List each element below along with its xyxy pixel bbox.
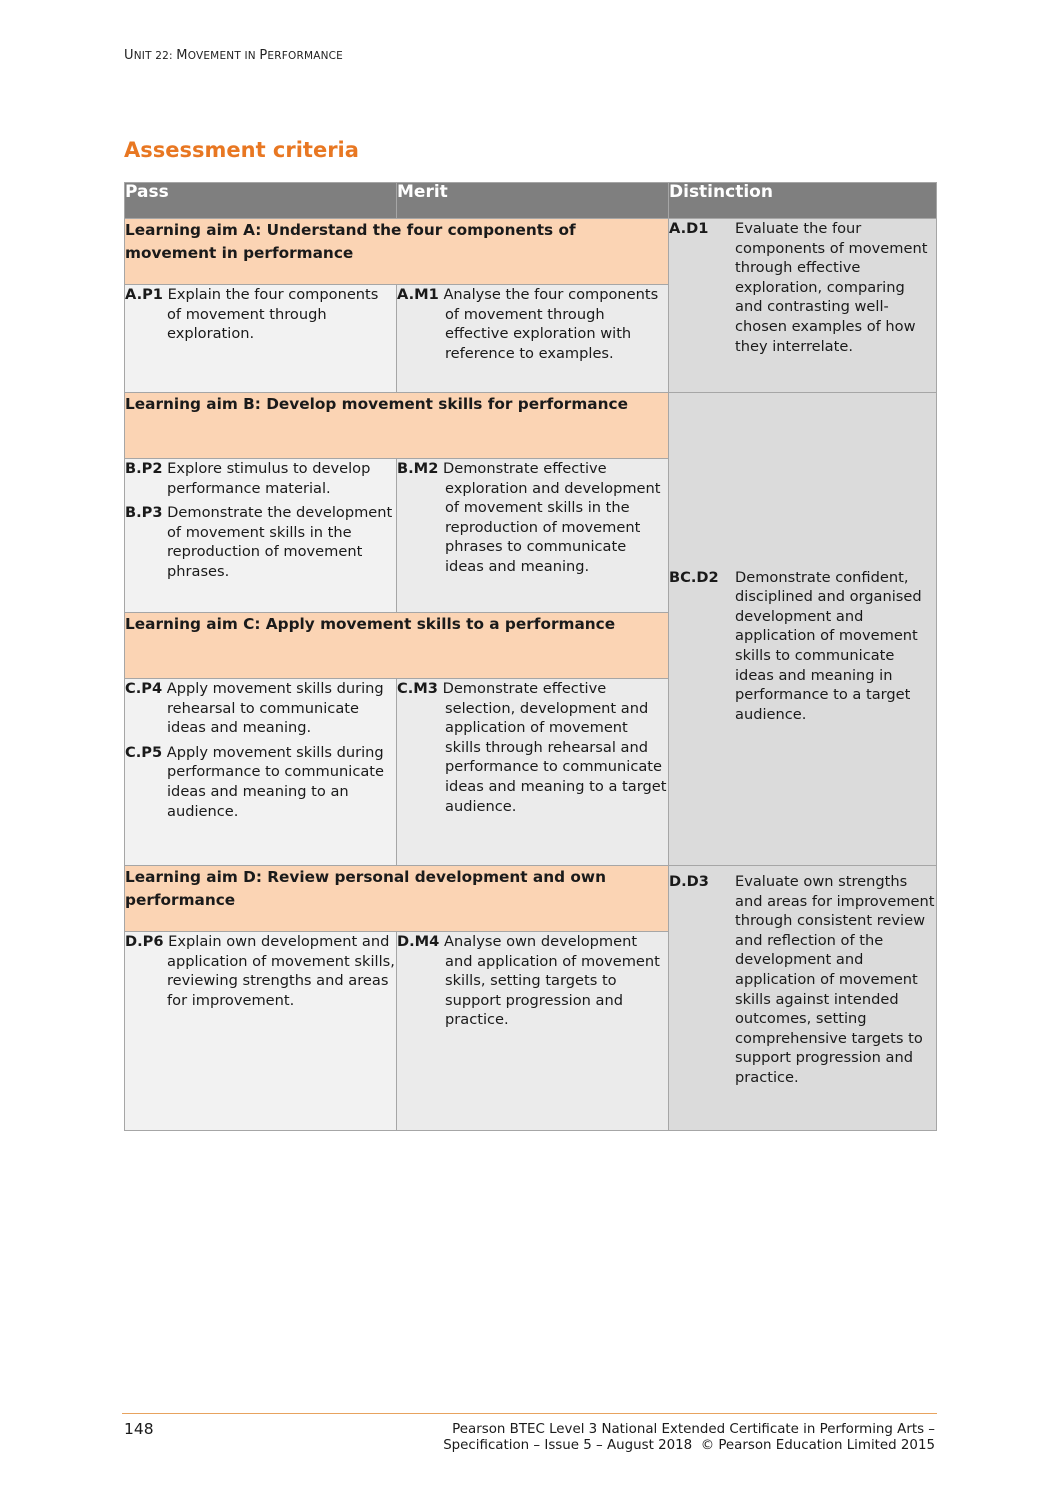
criterion-am1	[397, 285, 668, 363]
criterion-code: A.D1	[669, 220, 709, 237]
header-erformance: ERFORMANCE	[267, 50, 344, 62]
page-number: 148	[124, 1420, 154, 1438]
criterion-bm2	[397, 459, 668, 577]
aim-d-row	[125, 866, 937, 932]
distinction-d	[669, 866, 937, 1131]
criterion-cp5	[125, 743, 396, 821]
learning-aim-b: Learning aim B: Develop movement skills for performance	[125, 393, 669, 459]
criterion-cm3	[397, 679, 668, 816]
criterion-dp6	[125, 932, 396, 1010]
footer-divider	[122, 1413, 937, 1414]
table-header-row	[125, 183, 937, 219]
criterion-code: D.D3	[669, 873, 709, 890]
criterion-bcd2	[669, 568, 936, 725]
criterion-code: D.P6	[125, 933, 164, 950]
header-merit: Merit	[397, 183, 669, 219]
footer-line-2: Specification – Issue 5 – August 2018 © Pearson Education Limited 2015	[443, 1438, 935, 1453]
criterion-cp4	[125, 679, 396, 738]
learning-aim-c: Learning aim C: Apply movement skills to a performance	[125, 613, 669, 679]
distinction-a	[669, 219, 937, 393]
criterion-text: Analyse the four components of movement through effective exploration with reference to examples.	[443, 286, 659, 362]
distinction-bc	[669, 393, 937, 866]
footer-text	[443, 1422, 935, 1454]
learning-aim-a: Learning aim A: Understand the four components of movement in performance	[125, 219, 669, 285]
merit-d	[397, 932, 669, 1131]
header-m: M	[176, 48, 188, 63]
header-unit: NIT 22:	[133, 50, 177, 62]
criterion-code: C.P4	[125, 680, 163, 697]
criterion-text: Explain the four components of movement through exploration.	[167, 286, 379, 343]
criterion-code: BC.D2	[669, 568, 719, 586]
criterion-code: A.M1	[397, 286, 439, 303]
assessment-criteria-table	[124, 182, 937, 1131]
criterion-text: Analyse own development and application of movement skills, setting targets to support progression and practice.	[443, 933, 660, 1029]
aim-a-row	[125, 219, 937, 285]
header-pass: Pass	[125, 183, 397, 219]
criterion-dd3	[669, 872, 936, 1088]
running-header	[124, 48, 343, 63]
header-p: P	[259, 48, 268, 63]
criterion-text: Explore stimulus to develop performance material.	[167, 460, 371, 497]
criterion-code: A.P1	[125, 286, 163, 303]
learning-aim-d: Learning aim D: Review personal development and own performance	[125, 866, 669, 932]
pass-c	[125, 679, 397, 866]
pass-d	[125, 932, 397, 1131]
criterion-code: D.M4	[397, 933, 440, 950]
criterion-text: Apply movement skills during performance to communicate ideas and meaning to an audience.	[166, 743, 384, 820]
pass-b	[125, 459, 397, 613]
criterion-code: B.P2	[125, 460, 163, 477]
pass-a	[125, 285, 397, 393]
aim-b-row	[125, 393, 937, 459]
criterion-text: Evaluate the four components of movement through effective exploration, comparing and contrasting well-chosen examples of how they interrelate.	[735, 220, 928, 355]
criterion-text: Explain own development and application of movement skills, reviewing strengths and areas for improvement.	[167, 933, 395, 1009]
criterion-text: Evaluate own strengths and areas for improvement through consistent review and reflection of the development and application of movement skills against intended outcomes, setting comprehensive targets to support progression and practice.	[735, 873, 935, 1086]
criterion-ap1	[125, 285, 396, 344]
criterion-text: Demonstrate effective selection, development and application of movement skills through rehearsal and performance to communicate ideas and meaning to a target audience.	[442, 680, 667, 815]
merit-a	[397, 285, 669, 393]
section-title: Assessment criteria	[124, 138, 359, 162]
criterion-text: Demonstrate effective exploration and development of movement skills in the reproduction of movement phrases to communicate ideas and meaning.	[443, 460, 661, 575]
header-ovement: OVEMENT IN	[187, 50, 260, 62]
merit-c	[397, 679, 669, 866]
header-u: U	[124, 48, 134, 63]
merit-b	[397, 459, 669, 613]
criterion-bp2	[125, 459, 396, 498]
criterion-bp3	[125, 503, 396, 581]
criterion-text: Demonstrate confident, disciplined and organised development and application of movement skills to communicate ideas and meaning in performance to a target audience.	[735, 568, 922, 723]
criterion-code: C.P5	[125, 743, 163, 761]
header-distinction: Distinction	[669, 183, 937, 219]
criterion-ad1	[669, 219, 936, 356]
footer-line-1: Pearson BTEC Level 3 National Extended Certificate in Performing Arts –	[452, 1422, 935, 1437]
criterion-code: B.M2	[397, 460, 439, 477]
criterion-text: Demonstrate the development of movement skills in the reproduction of movement phrases.	[167, 504, 393, 580]
criterion-dm4	[397, 932, 668, 1030]
criterion-code: B.P3	[125, 504, 163, 522]
criterion-text: Apply movement skills during rehearsal to communicate ideas and meaning.	[166, 680, 384, 737]
criterion-code: C.M3	[397, 680, 438, 697]
